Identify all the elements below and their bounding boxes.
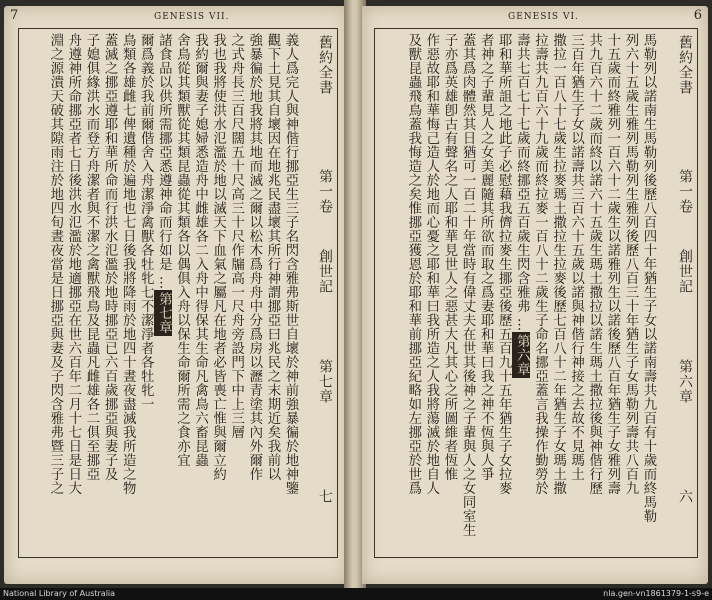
- margin-volume: 第一卷: [677, 169, 693, 214]
- margin-chapter: 第七章: [317, 359, 333, 404]
- text-column: 撒拉一百八十七歲生拉麥瑪土撒拉生拉麥後歷七百八十二年猶生子女瑪土撒: [550, 33, 566, 495]
- text-column: 舍鳥從其類獸從其類昆蟲從其類各以偶俱入舟以保生命爾所需之食亦宜: [174, 33, 190, 467]
- page-number: 6: [693, 8, 702, 23]
- margin-volume: 第一卷: [317, 169, 333, 214]
- item-identifier: nla.gen-vn1861379-1-s9-e: [603, 589, 709, 598]
- chapter-marker: 第七章: [154, 290, 172, 336]
- page-number: 7: [10, 8, 19, 23]
- text-column: 耶和華所詛之地此子必慰藉我儕拉麥生挪亞後歷五百九十五年猶生子女拉麥: [496, 33, 512, 495]
- text-column: 舟遵神所命挪亞者七日後洪水氾濫於地適挪亞在世六百年二月十七日是日大: [65, 33, 81, 495]
- margin-book-name: 創世記: [677, 249, 693, 294]
- text-column: 諸食品以供所需挪亞悉遵神命而行如是 …第七章: [154, 33, 172, 553]
- margin-book-title: 舊約全書: [317, 35, 333, 95]
- right-page: [362, 6, 708, 584]
- text-column: 觀下土見其自壞因在地兆民盡壞其所行神謂挪亞曰兆民之末期近矣我前以: [264, 33, 280, 481]
- text-column: 十五歲而終雅列一百六十二歲生以諾雅列生以諾後歷八百年猶生子女雅列壽: [604, 33, 620, 495]
- text-column: 之式舟長三百尺闊五十尺高三十尺作牖高一尺舟旁設門下中上三層: [228, 33, 244, 439]
- text-column: 子亦爲英雄卽古有聲名之人耶和華見世人之惡甚大凡其心之所圖維者恆惟: [441, 33, 457, 481]
- text-column: 強暴徧於地我將其地而滅之爾以松木爲舟舟中分爲房以瀝青塗其內外爾作: [246, 33, 262, 481]
- text-column: 我也我將使洪水氾濫於地以滅天下血氣之屬凡在地者必皆喪亡惟與爾立約: [210, 33, 226, 481]
- text-column: 蓋滅之挪亞遵耶和華所命而行洪水氾濫於地時挪亞已六百歲挪亞與妻子及: [102, 33, 118, 481]
- text-column: 作惡故耶和華悔己造人於地而心憂之耶和華曰我所造之人我將蕩滅於地自人: [423, 33, 439, 495]
- text-column: 共九百六十二歲而終以諾六十五歲生瑪土撒拉以諾生瑪土撒拉後與神偕行歷: [586, 33, 602, 495]
- text-column: 蓋其爲肉體然其日猶可一百二十年當時有偉丈夫在世其後神之子輩與人之女同室生: [460, 33, 476, 537]
- library-credit: National Library of Australia: [3, 589, 116, 598]
- text-column: 鳥類各雄雌七俾遺種於遍地也七日後我將降雨於地四十晝夜盡滅我所造之物: [120, 33, 136, 495]
- margin-book-title: 舊約全書: [677, 35, 693, 95]
- margin-book-name: 創世記: [317, 249, 333, 294]
- body-text: [404, 33, 657, 553]
- left-page: [4, 6, 348, 584]
- running-head: GENESIS VI.: [508, 12, 579, 22]
- text-column: 三百年猶生子女以諾壽共三百六十五歲以諾與神偕行神接之去故不見瑪土: [568, 33, 584, 481]
- margin-page-number: 六: [677, 489, 693, 504]
- margin-chapter: 第六章: [677, 359, 693, 404]
- chapter-marker: 第六章: [512, 332, 530, 378]
- text-column: 我約爾與妻子媳婦悉造舟中雌雄各二入舟中得保其生命凡禽鳥六畜昆蟲: [192, 33, 208, 467]
- text-column: 馬勒列以諾南生馬勒列後歷八百四十年猶生子女以諾南壽共九百有十歲而終馬勒: [641, 33, 656, 523]
- running-head: GENESIS VII.: [154, 12, 230, 22]
- text-column: 及獸昆蟲飛鳥蓋我悔造之矣惟挪亞獲恩於耶和華前挪亞紀略如左挪亞於世爲: [405, 33, 421, 495]
- text-column: 爾爲義於我前爾偕舍入舟潔淨禽獸各牡牝七不潔淨者各牡牝一: [138, 33, 154, 411]
- text-column: 子媳俱緣洪水而登方舟潔者與不潔之禽獸飛鳥及昆蟲凡雌雄各二俱至挪亞: [83, 33, 99, 481]
- text-frame: [18, 28, 338, 558]
- text-column: 者神之子輩見人之女美麗隨其所欲而取之爲妻耶和華曰我之神不恆與人爭: [478, 33, 494, 481]
- text-column: 列六十五歲生雅列馬勒列生雅列後歷八百三十年猶生子女馬勒列壽共八百九: [622, 33, 638, 495]
- text-column: 拉壽共九百六十九歲而終拉麥一百八十二歲生子命名挪亞蓋言我操作勤勞於: [532, 33, 548, 495]
- margin-page-number: 七: [317, 489, 333, 504]
- text-frame: [374, 28, 698, 558]
- archive-footer: [0, 588, 712, 600]
- text-column: 壽共七百七十七歲而終挪亞五百歲生閃含雅弗 …第六章: [512, 33, 530, 553]
- text-column: 義人爲完人與神偕行挪亞生三子名閃含雅弗斯世自壞於神前強暴徧於地神鑒: [283, 33, 298, 495]
- text-column: 淵之源潰天破其隙雨注於地四旬晝夜當是日挪亞與妻及子閃含雅弗暨三子之: [47, 33, 63, 495]
- body-text: [46, 33, 299, 553]
